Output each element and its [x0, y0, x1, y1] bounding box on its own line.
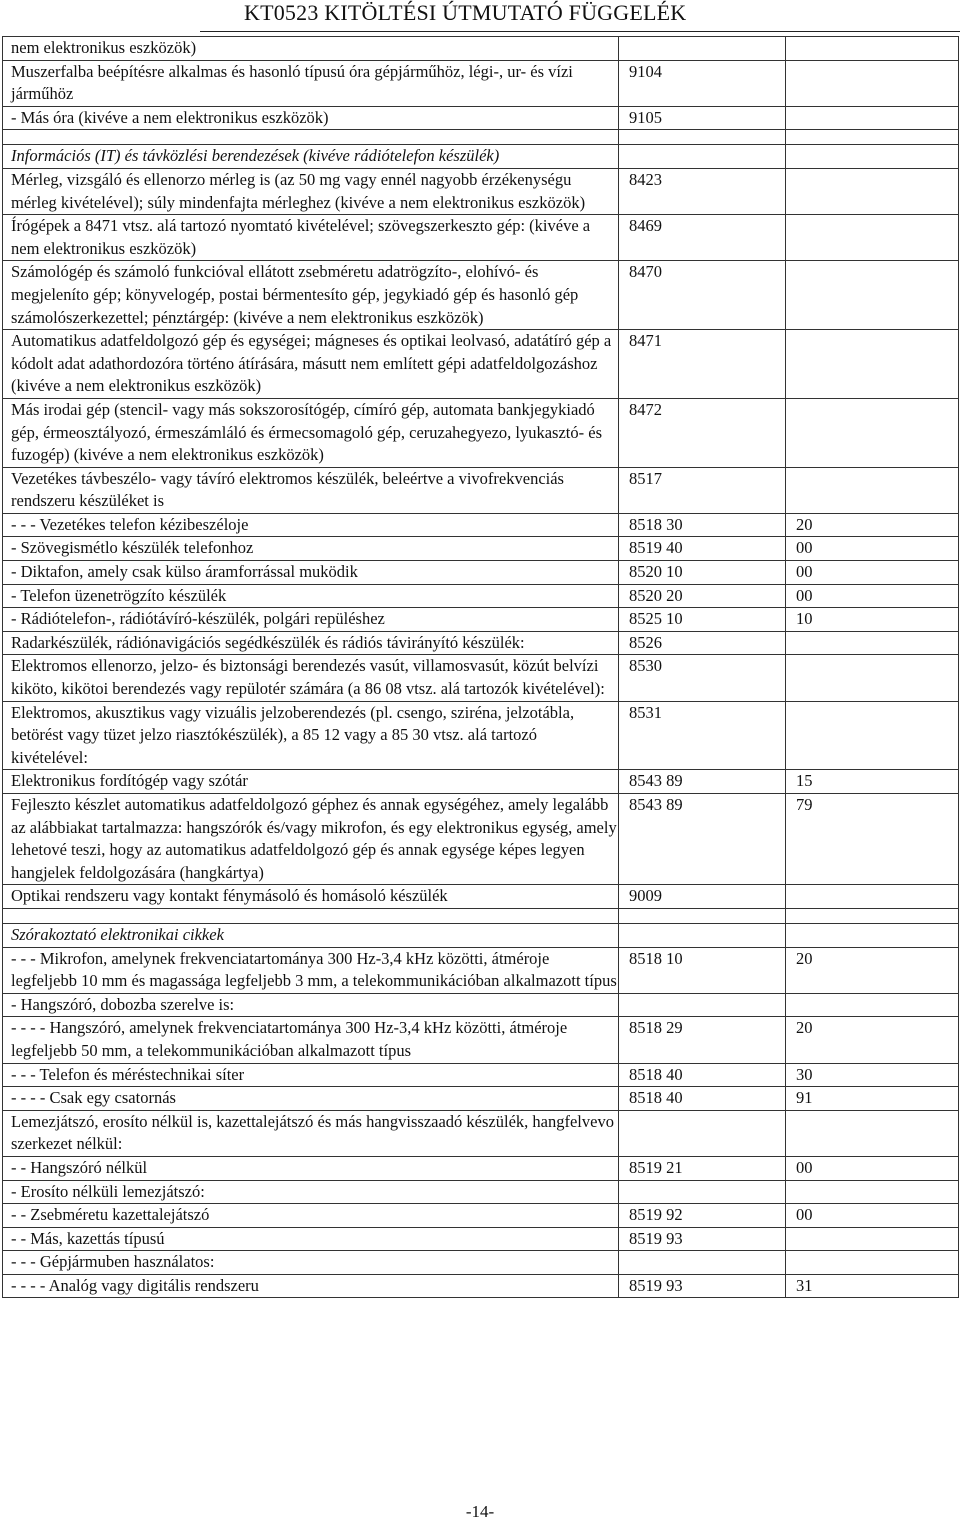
row-subcode: [786, 923, 959, 947]
row-subcode: [786, 908, 959, 923]
table-body: [3, 37, 959, 1298]
row-subcode: [786, 398, 959, 467]
table-row: [3, 398, 959, 467]
row-description: - - Más, kazettás típusú: [3, 1227, 619, 1251]
row-description: - - - - Analóg vagy digitális rendszeru: [3, 1274, 619, 1298]
table-row: [3, 1017, 959, 1063]
row-code: 8519 40: [619, 537, 786, 561]
table-row: [3, 701, 959, 770]
row-subcode: 00: [786, 1156, 959, 1180]
row-description: - - - Vezetékes telefon kézibeszéloje: [3, 513, 619, 537]
page-header: [200, 0, 960, 32]
row-code: 8518 10: [619, 947, 786, 993]
row-subcode: 79: [786, 794, 959, 885]
table-row: [3, 60, 959, 106]
row-code: 8531: [619, 701, 786, 770]
table-row: [3, 261, 959, 330]
row-description: Automatikus adatfeldolgozó gép és egységei; mágneses és optikai leolvasó, adatátíró gép a kódolt adat adathordozóra történo átírására, másutt nem említett gépi adatfeldolgozáshoz (kivéve a nem elektronikus eszközök): [3, 330, 619, 399]
row-description: [3, 130, 619, 145]
row-description: Radarkészülék, rádiónavigációs segédkészülék és rádiós távirányító készülék:: [3, 631, 619, 655]
row-description: Mérleg, vizsgáló és ellenorzo mérleg is (az 50 mg vagy ennél nagyobb érzékenységu mérleg kivételével); súly mindenfajta mérleghez (kivéve a nem elektronikus eszközök): [3, 168, 619, 214]
row-subcode: [786, 655, 959, 701]
table-row: [3, 513, 959, 537]
row-subcode: [786, 215, 959, 261]
row-description: - - - - Csak egy csatornás: [3, 1087, 619, 1111]
table-row: [3, 908, 959, 923]
row-subcode: 30: [786, 1063, 959, 1087]
table-row: [3, 1251, 959, 1275]
row-subcode: 91: [786, 1087, 959, 1111]
row-subcode: [786, 467, 959, 513]
table-row: [3, 1180, 959, 1204]
row-subcode: [786, 1251, 959, 1275]
row-code: 8543 89: [619, 770, 786, 794]
row-code: 8519 93: [619, 1274, 786, 1298]
row-subcode: 00: [786, 537, 959, 561]
row-description: - - - - Hangszóró, amelynek frekvenciatartománya 300 Hz-3,4 kHz közötti, átméroje legfeljebb 50 mm, a telekommunikációban alkalmazott típus: [3, 1017, 619, 1063]
row-subcode: [786, 1110, 959, 1156]
table-row: [3, 106, 959, 130]
row-code: 8517: [619, 467, 786, 513]
row-code: 8471: [619, 330, 786, 399]
row-code: 8472: [619, 398, 786, 467]
row-description: Szórakoztató elektronikai cikkek: [3, 923, 619, 947]
row-code: 9104: [619, 60, 786, 106]
row-subcode: 00: [786, 584, 959, 608]
row-description: Elektromos, akusztikus vagy vizuális jelzoberendezés (pl. csengo, sziréna, jelzotábla, betörést vagy tüzet jelzo riasztókészülék), a 85 12 vagy a 85 30 vtsz. alá tartozó kivételével:: [3, 701, 619, 770]
row-description: Muszerfalba beépítésre alkalmas és hasonló típusú óra gépjárműhöz, légi-, ur- és vízi járműhöz: [3, 60, 619, 106]
row-code: 8525 10: [619, 608, 786, 632]
row-code: [619, 130, 786, 145]
table-row: [3, 1204, 959, 1228]
row-description: - - - Gépjármuben használatos:: [3, 1251, 619, 1275]
row-code: 8520 20: [619, 584, 786, 608]
row-subcode: [786, 145, 959, 169]
row-description: - - - Telefon és méréstechnikai síter: [3, 1063, 619, 1087]
table-row: [3, 168, 959, 214]
row-description: Vezetékes távbeszélo- vagy távíró elektromos készülék, beleértve a vivofrekvenciás rendszeru készüléket is: [3, 467, 619, 513]
row-code: 8518 30: [619, 513, 786, 537]
table-row: [3, 794, 959, 885]
row-description: - Erosíto nélküli lemezjátszó:: [3, 1180, 619, 1204]
row-description: - Telefon üzenetrögzíto készülék: [3, 584, 619, 608]
row-description: [3, 908, 619, 923]
row-description: - Szövegismétlo készülék telefonhoz: [3, 537, 619, 561]
row-code: 8526: [619, 631, 786, 655]
row-subcode: [786, 168, 959, 214]
table-row: [3, 561, 959, 585]
table-row: [3, 1087, 959, 1111]
table-row: [3, 1110, 959, 1156]
row-subcode: [786, 37, 959, 61]
row-description: - - Zsebméretu kazettalejátszó: [3, 1204, 619, 1228]
row-subcode: [786, 701, 959, 770]
row-code: 8469: [619, 215, 786, 261]
row-subcode: [786, 106, 959, 130]
row-subcode: [786, 993, 959, 1017]
row-description: Lemezjátszó, erosíto nélkül is, kazettalejátszó és más hangvisszaadó készülék, hangfelvevo szerkezet nélkül:: [3, 1110, 619, 1156]
table-row: [3, 537, 959, 561]
table-row: [3, 1156, 959, 1180]
row-code: 8518 40: [619, 1063, 786, 1087]
row-subcode: 10: [786, 608, 959, 632]
row-code: 8519 21: [619, 1156, 786, 1180]
row-description: Optikai rendszeru vagy kontakt fénymásoló és homásoló készülék: [3, 885, 619, 909]
row-code: 8530: [619, 655, 786, 701]
table-row: [3, 770, 959, 794]
row-description: Információs (IT) és távközlési berendezések (kivéve rádiótelefon készülék): [3, 145, 619, 169]
table-row: [3, 947, 959, 993]
row-subcode: [786, 60, 959, 106]
row-code: [619, 908, 786, 923]
row-subcode: 31: [786, 1274, 959, 1298]
row-description: - - - Mikrofon, amelynek frekvenciatartománya 300 Hz-3,4 kHz közötti, átméroje legfeljebb 10 mm és magassága legfeljebb 3 mm, a telekommunikációban alkalmazott típus: [3, 947, 619, 993]
table-row: [3, 130, 959, 145]
table-row: [3, 1227, 959, 1251]
row-description: - - Hangszóró nélkül: [3, 1156, 619, 1180]
row-description: - Rádiótelefon-, rádiótávíró-készülék, polgári repüléshez: [3, 608, 619, 632]
row-subcode: 20: [786, 1017, 959, 1063]
row-code: [619, 145, 786, 169]
code-table: [2, 36, 959, 1298]
row-description: - Diktafon, amely csak külso áramforrással muködik: [3, 561, 619, 585]
table-row: [3, 1063, 959, 1087]
row-code: 8518 29: [619, 1017, 786, 1063]
page-number: -14-: [465, 1502, 495, 1521]
row-code: 8519 92: [619, 1204, 786, 1228]
row-code: 8470: [619, 261, 786, 330]
table-row: [3, 145, 959, 169]
table-row: [3, 467, 959, 513]
table-row: [3, 608, 959, 632]
row-code: 8520 10: [619, 561, 786, 585]
row-description: nem elektronikus eszközök): [3, 37, 619, 61]
row-code: 9105: [619, 106, 786, 130]
row-description: - Más óra (kivéve a nem elektronikus eszközök): [3, 106, 619, 130]
table-row: [3, 1274, 959, 1298]
row-subcode: 20: [786, 513, 959, 537]
row-code: 8543 89: [619, 794, 786, 885]
row-description: Számológép és számoló funkcióval ellátott zsebméretu adatrögzíto-, elohívó- és megjeleníto gép; könyvelogép, postai bérmentesíto gép, jegykiadó gép és hasonló gép számolószerkezettel; pénztárgép: (kivéve a nem elektronikus eszközök): [3, 261, 619, 330]
row-subcode: [786, 130, 959, 145]
row-subcode: 20: [786, 947, 959, 993]
row-subcode: [786, 631, 959, 655]
row-subcode: [786, 885, 959, 909]
row-subcode: 15: [786, 770, 959, 794]
table-row: [3, 584, 959, 608]
row-code: 8423: [619, 168, 786, 214]
row-code: [619, 1251, 786, 1275]
row-code: 8518 40: [619, 1087, 786, 1111]
row-subcode: [786, 1180, 959, 1204]
row-description: Elektronikus fordítógép vagy szótár: [3, 770, 619, 794]
table-row: [3, 655, 959, 701]
row-description: Írógépek a 8471 vtsz. alá tartozó nyomtató kivételével; szövegszerkeszto gép: (kivéve a nem elektronikus eszközök): [3, 215, 619, 261]
row-description: Fejleszto készlet automatikus adatfeldolgozó géphez és annak egységéhez, amely legalább az alábbiakat tartalmazza: hangszórók és/vagy mikrofon, és egy elektronikus egység, amely lehetové teszi, hogy az automatikus adatfeldolgozó gép és annak egysége képes legyen hangjelek feldolgozására (hangkártya): [3, 794, 619, 885]
row-code: 8519 93: [619, 1227, 786, 1251]
table-row: [3, 631, 959, 655]
document-title: KT0523 KITÖLTÉSI ÚTMUTATÓ FÜGGELÉK: [244, 0, 687, 25]
table-row: [3, 885, 959, 909]
table-row: [3, 330, 959, 399]
row-subcode: [786, 330, 959, 399]
row-code: [619, 923, 786, 947]
row-code: 9009: [619, 885, 786, 909]
row-description: Más irodai gép (stencil- vagy más sokszorosítógép, címíró gép, automata bankjegykiadó gép, érmeosztályozó, érmeszámláló és érmecsomagoló gép, ceruzahegyezo, lyukasztó- és fuzogép) (kivéve a nem elektronikus eszközök): [3, 398, 619, 467]
row-code: [619, 1110, 786, 1156]
row-description: - Hangszóró, dobozba szerelve is:: [3, 993, 619, 1017]
row-code: [619, 37, 786, 61]
row-code: [619, 1180, 786, 1204]
row-subcode: 00: [786, 561, 959, 585]
table-row: [3, 37, 959, 61]
row-subcode: [786, 261, 959, 330]
table-row: [3, 993, 959, 1017]
row-description: Elektromos ellenorzo, jelzo- és biztonsági berendezés vasút, villamosvasút, közút belvízi kiköto, kikötoi berendezés vagy repülotér számára (a 86 08 vtsz. alá tartozók kivételével):: [3, 655, 619, 701]
row-subcode: [786, 1227, 959, 1251]
table-row: [3, 215, 959, 261]
row-code: [619, 993, 786, 1017]
row-subcode: 00: [786, 1204, 959, 1228]
table-row: [3, 923, 959, 947]
